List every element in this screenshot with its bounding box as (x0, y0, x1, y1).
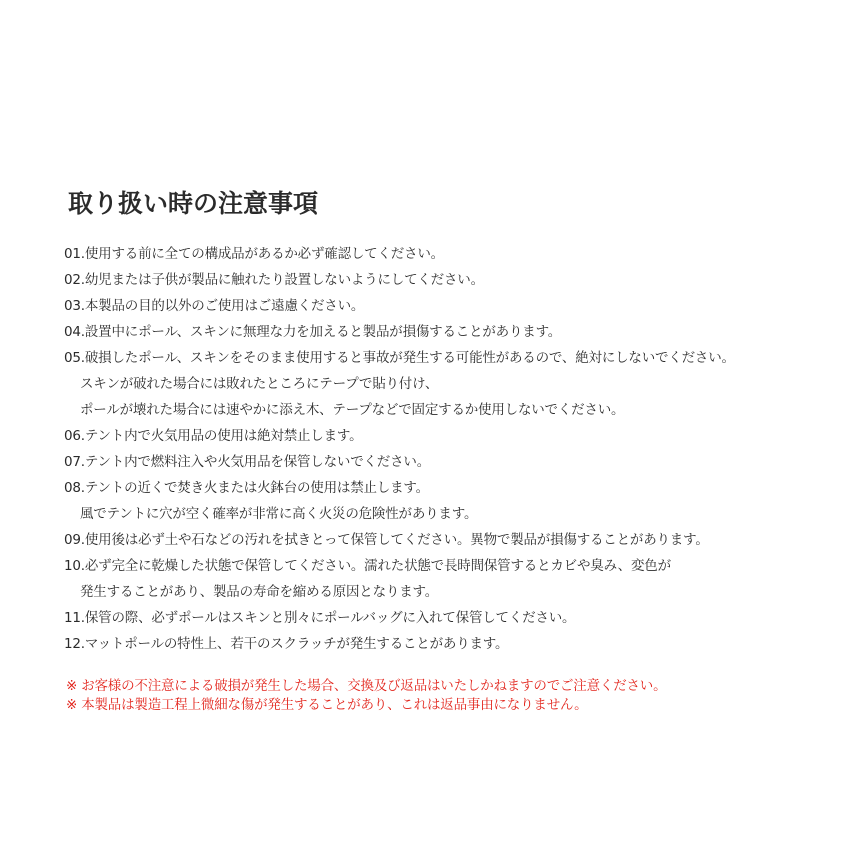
caution-item-08-continued: 風でテントに穴が空く確率が非常に高く火災の危険性があります。 (80, 506, 478, 522)
warning-notes (66, 677, 666, 715)
caution-item-10: 10.必ず完全に乾燥した状態で保管してください。濡れた状態で長時間保管するとカビや臭み、変色が (64, 558, 671, 574)
caution-item-09: 09.使用後は必ず土や石などの汚れを拭きとって保管してください。異物で製品が損傷することがあります。 (64, 532, 709, 548)
caution-item-04: 04.設置中にポール、スキンに無理な力を加えると製品が損傷することがあります。 (64, 324, 562, 340)
caution-item-08: 08.テントの近くで焚き火または火鉢台の使用は禁止します。 (64, 480, 429, 496)
caution-item-05-continued: ポールが壊れた場合には速やかに添え木、テープなどで固定するか使用しないでください。 (80, 402, 625, 418)
warning-note: ※ お客様の不注意による破損が発生した場合、交換及び返品はいたしかねますのでご注意ください。 (66, 678, 667, 694)
caution-item-03: 03.本製品の目的以外のご使用はご遠慮ください。 (64, 298, 365, 314)
caution-item-10-continued: 発生することがあり、製品の寿命を縮める原因となります。 (80, 584, 439, 600)
caution-list (64, 241, 735, 657)
caution-item-12: 12.マットポールの特性上、若干のスクラッチが発生することがあります。 (64, 636, 509, 652)
warning-note: ※ 本製品は製造工程上微細な傷が発生することがあり、これは返品事由になりません。 (66, 697, 588, 713)
caution-item-05: 05.破損したポール、スキンをそのまま使用すると事故が発生する可能性があるので、絶対にしないでください。 (64, 350, 735, 366)
caution-item-06: 06.テント内で火気用品の使用は絶対禁止します。 (64, 428, 363, 444)
caution-item-01: 01.使用する前に全ての構成品があるか必ず確認してください。 (64, 246, 444, 262)
caution-item-05-continued: スキンが破れた場合には敗れたところにテープで貼り付け、 (80, 376, 439, 392)
caution-item-07: 07.テント内で燃料注入や火気用品を保管しないでください。 (64, 454, 430, 470)
page-title: 取り扱い時の注意事項 (68, 189, 319, 218)
caution-item-02: 02.幼児または子供が製品に触れたり設置しないようにしてください。 (64, 272, 484, 288)
caution-item-11: 11.保管の際、必ずポールはスキンと別々にポールバッグに入れて保管してください。 (64, 610, 576, 626)
